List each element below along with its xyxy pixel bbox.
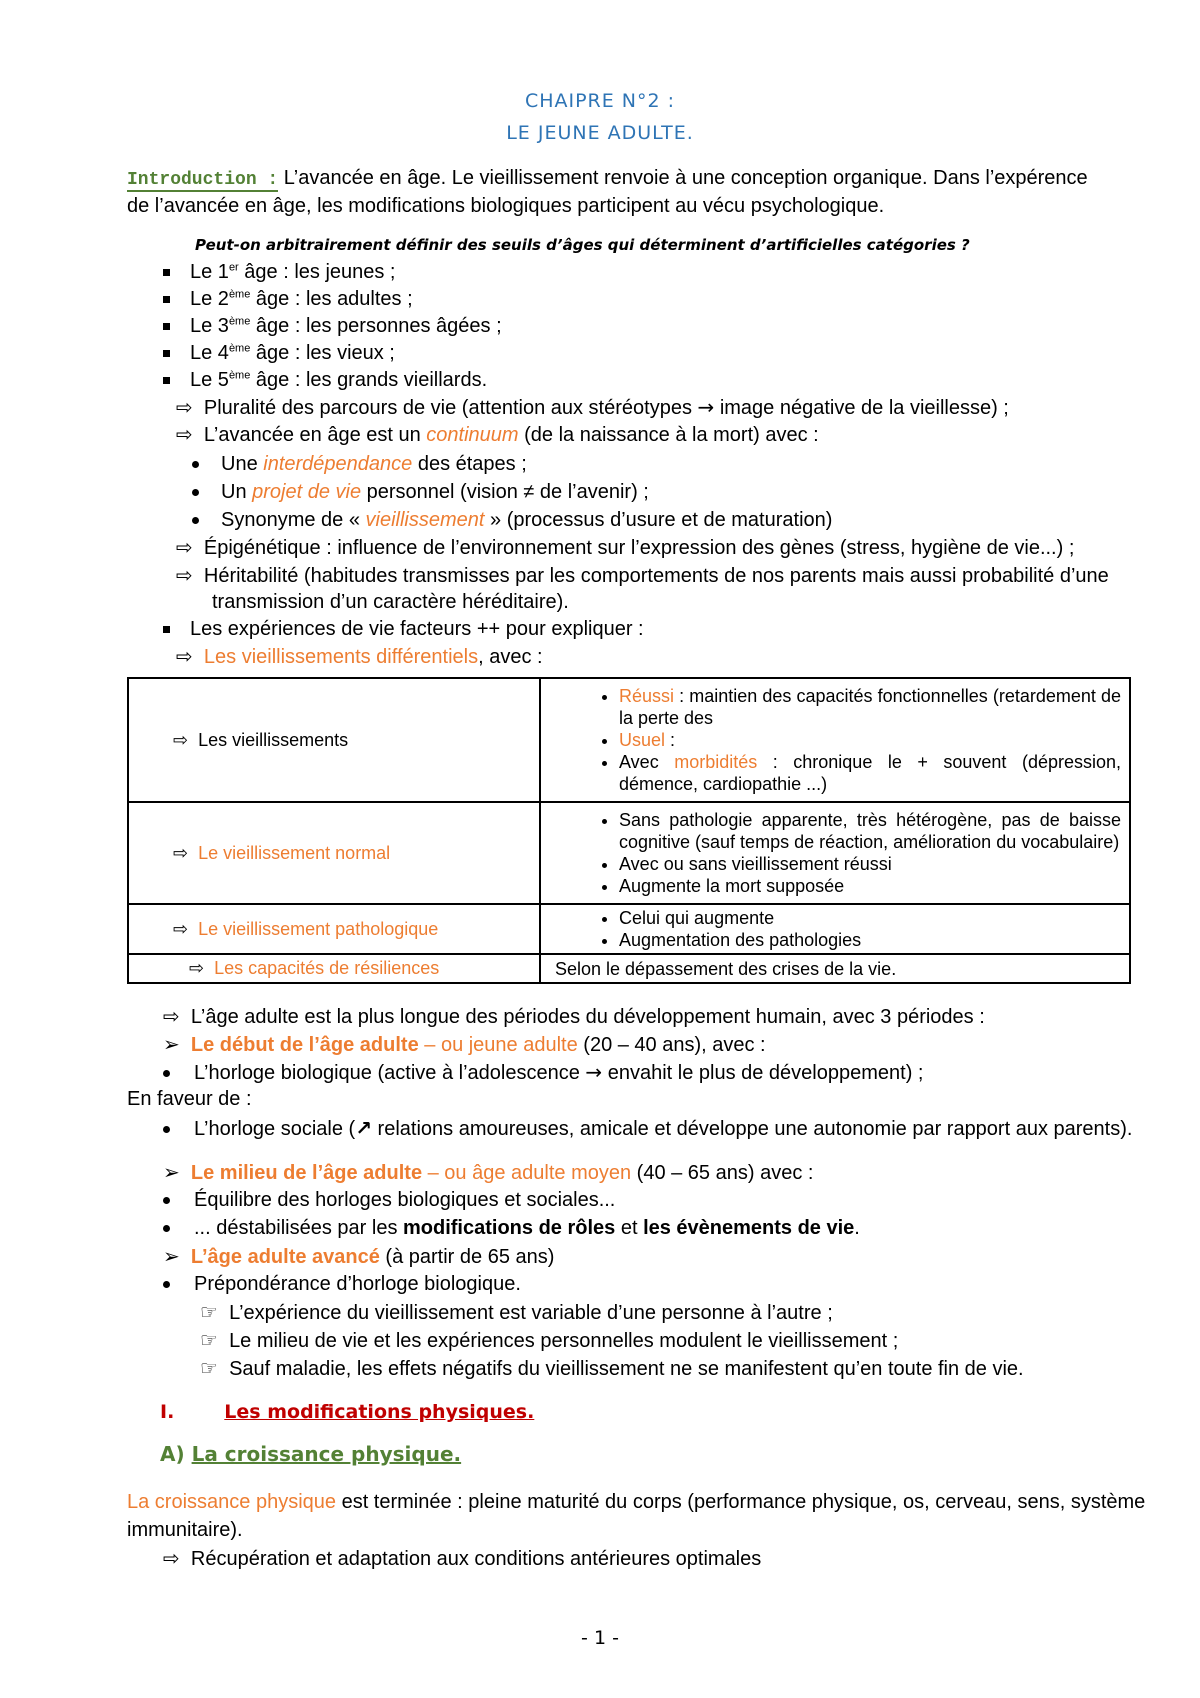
list-item: ☞ Sauf maladie, les effets négatifs du vieillissement ne se manifestent qu’en toute fin de vie. xyxy=(200,1356,1024,1380)
table-cell xyxy=(540,678,1130,802)
arrowhead-bullet-icon: ➢ xyxy=(163,1160,180,1184)
round-bullet-icon xyxy=(163,1070,170,1077)
round-bullet-icon xyxy=(192,461,199,468)
list-item: Le 4ème âge : les vieux ; xyxy=(163,341,395,365)
arrowhead-bullet-icon: ➢ xyxy=(163,1244,180,1268)
round-bullet-icon xyxy=(163,1281,170,1288)
avance-line: ➢ L’âge adulte avancé (à partir de 65 ans) xyxy=(163,1244,555,1268)
pointing-hand-icon: ☞ xyxy=(200,1356,218,1380)
square-bullet-icon xyxy=(163,350,170,357)
pointing-hand-icon: ☞ xyxy=(200,1300,218,1324)
table-cell xyxy=(540,802,1130,904)
list-item: • Avec morbidités : chronique le + souvent (dépression, démence, cardiopathie ...) xyxy=(619,751,1121,795)
list-item: • Usuel : xyxy=(619,729,1121,751)
arrow-right-icon: ⇨ xyxy=(173,918,189,940)
intro-label: Introduction : xyxy=(127,170,279,190)
table-cell: ⇨ Le vieillissement pathologique xyxy=(128,904,540,954)
heritabilite-line: ⇨ Héritabilité (habitudes transmisses par les comportements de nos parents mais aussi probabilité d’une xyxy=(176,563,1109,587)
subsection-heading-a: A) La croissance physique. xyxy=(160,1442,462,1466)
intro-line-1: Introduction : L’avancée en âge. Le vieillissement renvoie à une conception organique. Dans l’expérence xyxy=(127,167,1088,190)
arrow-right-icon: ⇨ xyxy=(189,958,205,979)
list-item: L’horloge sociale (↗ relations amoureuses, amicale et développe une autonomie par rapport aux parents). xyxy=(163,1116,1132,1141)
milieu-line: ➢ Le milieu de l’âge adulte – ou âge adulte moyen (40 – 65 ans) avec : xyxy=(163,1160,814,1184)
table-cell: ⇨ Le vieillissement normal xyxy=(128,802,540,904)
round-bullet-icon xyxy=(192,489,199,496)
list-item: ... déstabilisées par les modifications de rôles et les évènements de vie. xyxy=(163,1216,860,1240)
table-cell: Selon le dépassement des crises de la vie. xyxy=(540,954,1130,983)
table-cell: ⇨ Les vieillissements xyxy=(128,678,540,802)
arrow-right-icon: ⇨ xyxy=(163,1004,180,1028)
table-row xyxy=(128,904,1130,954)
en-faveur-line: En faveur de : xyxy=(127,1088,252,1110)
round-bullet-icon xyxy=(192,517,199,524)
croissance-line-2: immunitaire). xyxy=(127,1519,243,1541)
arrow-icon: → xyxy=(585,1060,603,1084)
list-item: ☞ L’expérience du vieillissement est variable d’une personne à l’autre ; xyxy=(200,1300,833,1324)
list-item: Le 3ème âge : les personnes âgées ; xyxy=(163,314,502,338)
table-cell: ⇨ Les capacités de résiliences xyxy=(128,954,540,983)
pluralite-line: ⇨ Pluralité des parcours de vie (attention aux stéréotypes → image négative de la vieillesse) ; xyxy=(176,395,1009,419)
square-bullet-icon xyxy=(163,269,170,276)
list-item: Le 5ème âge : les grands vieillards. xyxy=(163,368,487,392)
vieillissements-table xyxy=(127,677,1131,984)
list-item: Équilibre des horloges biologiques et sociales... xyxy=(163,1188,615,1212)
croissance-line: La croissance physique est terminée : pleine maturité du corps (performance physique, os, cerveau, sens, système xyxy=(127,1491,1146,1513)
list-item: • Augmente la mort supposée xyxy=(619,875,1121,897)
list-item: • Réussi : maintien des capacités fonctionnelles (retardement de la perte des xyxy=(619,685,1121,729)
question-heading: Peut-on arbitrairement définir des seuils d’âges qui déterminent d’artificielles catégories ? xyxy=(195,236,970,254)
round-bullet-icon xyxy=(163,1126,170,1133)
table-row xyxy=(128,802,1130,904)
square-bullet-icon xyxy=(163,323,170,330)
list-item: Une interdépendance des étapes ; xyxy=(192,452,527,476)
differentiels-line: ⇨ Les vieillissements différentiels, avec : xyxy=(176,644,543,668)
arrow-right-icon: ⇨ xyxy=(176,535,193,559)
intro-line-2: de l’avancée en âge, les modifications biologiques participent au vécu psychologique. xyxy=(127,195,885,217)
arrow-icon: → xyxy=(697,395,715,419)
list-item: • Celui qui augmente xyxy=(619,907,1121,929)
arrow-right-icon: ⇨ xyxy=(176,563,193,587)
chapter-title: CHAIPRE N°2 : xyxy=(524,90,676,112)
table-row xyxy=(128,954,1130,983)
arrow-right-icon: ⇨ xyxy=(173,729,189,751)
square-bullet-icon xyxy=(163,377,170,384)
list-item: • Sans pathologie apparente, très hétérogène, pas de baisse cognitive (sauf temps de réaction, amélioration du vocabulaire) xyxy=(619,809,1121,853)
continuum-line: ⇨ L’avancée en âge est un continuum (de la naissance à la mort) avec : xyxy=(176,422,819,446)
adulte-longue-line: ⇨ L’âge adulte est la plus longue des périodes du développement humain, avec 3 périodes : xyxy=(163,1004,985,1028)
table-row xyxy=(128,678,1130,802)
round-bullet-icon xyxy=(163,1197,170,1204)
epigenetique-line: ⇨ Épigénétique : influence de l’environnement sur l’expression des gènes (stress, hygiène de vie...) ; xyxy=(176,535,1075,559)
arrow-right-icon: ⇨ xyxy=(176,422,193,446)
arrow-right-icon: ⇨ xyxy=(176,644,193,668)
debut-line: ➢ Le début de l’âge adulte – ou jeune adulte (20 – 40 ans), avec : xyxy=(163,1032,766,1056)
heritabilite-line-2: transmission d’un caractère héréditaire). xyxy=(212,591,569,613)
arrow-right-icon: ⇨ xyxy=(163,1546,180,1570)
recuperation-line: ⇨ Récupération et adaptation aux conditions antérieures optimales xyxy=(163,1546,762,1570)
chapter-subtitle: LE JEUNE ADULTE. xyxy=(506,122,694,144)
section-heading-1: I. Les modifications physiques. xyxy=(160,1401,535,1423)
list-item: • Augmentation des pathologies xyxy=(619,929,1121,951)
list-item: Le 1er âge : les jeunes ; xyxy=(163,260,396,284)
square-bullet-icon xyxy=(163,626,170,633)
table-cell xyxy=(540,904,1130,954)
list-item: Prépondérance d’horloge biologique. xyxy=(163,1272,521,1296)
list-item: Synonyme de « vieillissement » (processus d’usure et de maturation) xyxy=(192,508,832,532)
pointing-hand-icon: ☞ xyxy=(200,1328,218,1352)
square-bullet-icon xyxy=(163,296,170,303)
list-item: ☞ Le milieu de vie et les expériences personnelles modulent le vieillissement ; xyxy=(200,1328,899,1352)
list-item: L’horloge biologique (active à l’adolescence → envahit le plus de développement) ; xyxy=(163,1060,923,1085)
arrow-right-icon: ⇨ xyxy=(173,842,189,864)
list-item: Les expériences de vie facteurs ++ pour expliquer : xyxy=(163,617,644,641)
arrow-up-right-icon: ↗ xyxy=(355,1116,372,1140)
page-number: - 1 - xyxy=(581,1627,619,1649)
arrow-right-icon: ⇨ xyxy=(176,395,193,419)
round-bullet-icon xyxy=(163,1225,170,1232)
list-item: Un projet de vie personnel (vision ≠ de l’avenir) ; xyxy=(192,480,649,504)
list-item: • Avec ou sans vieillissement réussi xyxy=(619,853,1121,875)
list-item: Le 2ème âge : les adultes ; xyxy=(163,287,413,311)
arrowhead-bullet-icon: ➢ xyxy=(163,1032,180,1056)
